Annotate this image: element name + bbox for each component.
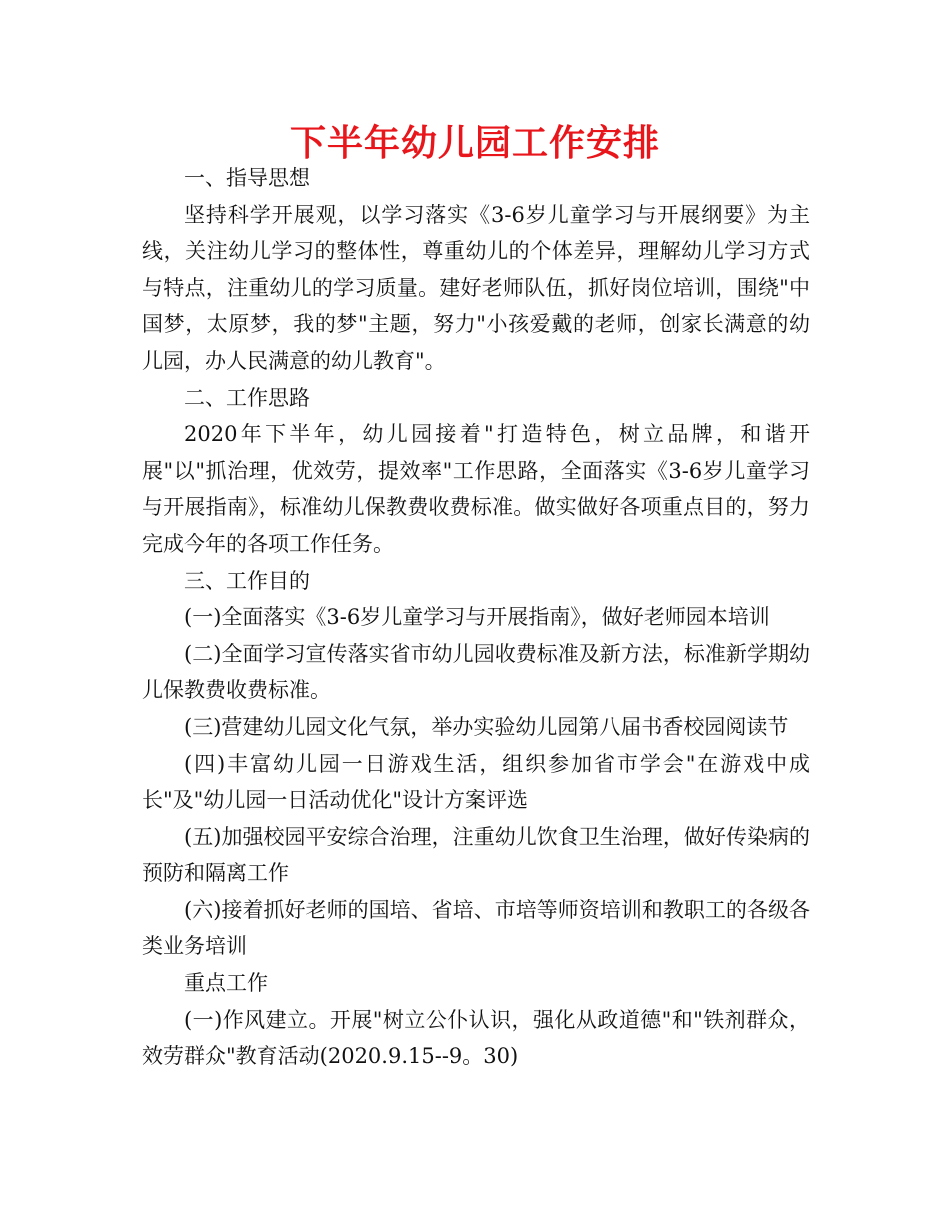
document-body xyxy=(142,160,810,1075)
heading-guiding-ideology: 一、指导思想 xyxy=(184,166,310,190)
goal-item-2: (二)全面学习宣传落实省市幼儿园收费标准及新方法，标准新学期幼儿保教费收费标准。 xyxy=(142,641,810,703)
goal-item-3: (三)营建幼儿园文化气氛，举办实验幼儿园第八届书香校园阅读节 xyxy=(184,714,789,739)
heading-key-work: 重点工作 xyxy=(184,971,268,996)
paragraph-guiding-ideology: 坚持科学开展观，以学习落实《3-6岁儿童学习与开展纲要》为主线，关注幼儿学习的整体性，尊重幼儿的个体差异，理解幼儿学习方式与特点，注重幼儿的学习质量。建好老师队伍，抓好岗位培训，围绕"中国梦，太原梦，我的梦"主题，努力"小孩爱戴的老师，创家长满意的幼儿园，办人民满意的幼儿教育"。 xyxy=(142,202,810,373)
document-title: 下半年幼儿园工作安排 xyxy=(289,123,660,164)
key-work-item-1: (一)作风建立。开展"树立公仆认识，强化从政道德"和"铁剂群众，效劳群众"教育活动(2020.9.15--9。30) xyxy=(142,1007,810,1069)
goal-item-5: (五)加强校园平安综合治理，注重幼儿饮食卫生治理，做好传染病的预防和隔离工作 xyxy=(142,824,810,886)
goal-item-6: (六)接着抓好老师的国培、省培、市培等师资培训和教职工的各级各类业务培训 xyxy=(142,897,810,959)
goal-item-4: (四)丰富幼儿园一日游戏生活，组织参加省市学会"在游戏中成长"及"幼儿园一日活动优化"设计方案评选 xyxy=(142,751,810,813)
heading-work-approach: 二、工作思路 xyxy=(184,385,310,410)
heading-work-goals: 三、工作目的 xyxy=(184,568,310,593)
paragraph-work-approach: 2020年下半年，幼儿园接着"打造特色，树立品牌，和谐开展"以"抓治理，优效劳，提效率"工作思路，全面落实《3-6岁儿童学习与开展指南》，标准幼儿保教费收费标准。做实做好各项重点目的，努力完成今年的各项工作任务。 xyxy=(142,422,810,556)
goal-item-1: (一)全面落实《3-6岁儿童学习与开展指南》，做好老师园本培训 xyxy=(184,605,770,630)
